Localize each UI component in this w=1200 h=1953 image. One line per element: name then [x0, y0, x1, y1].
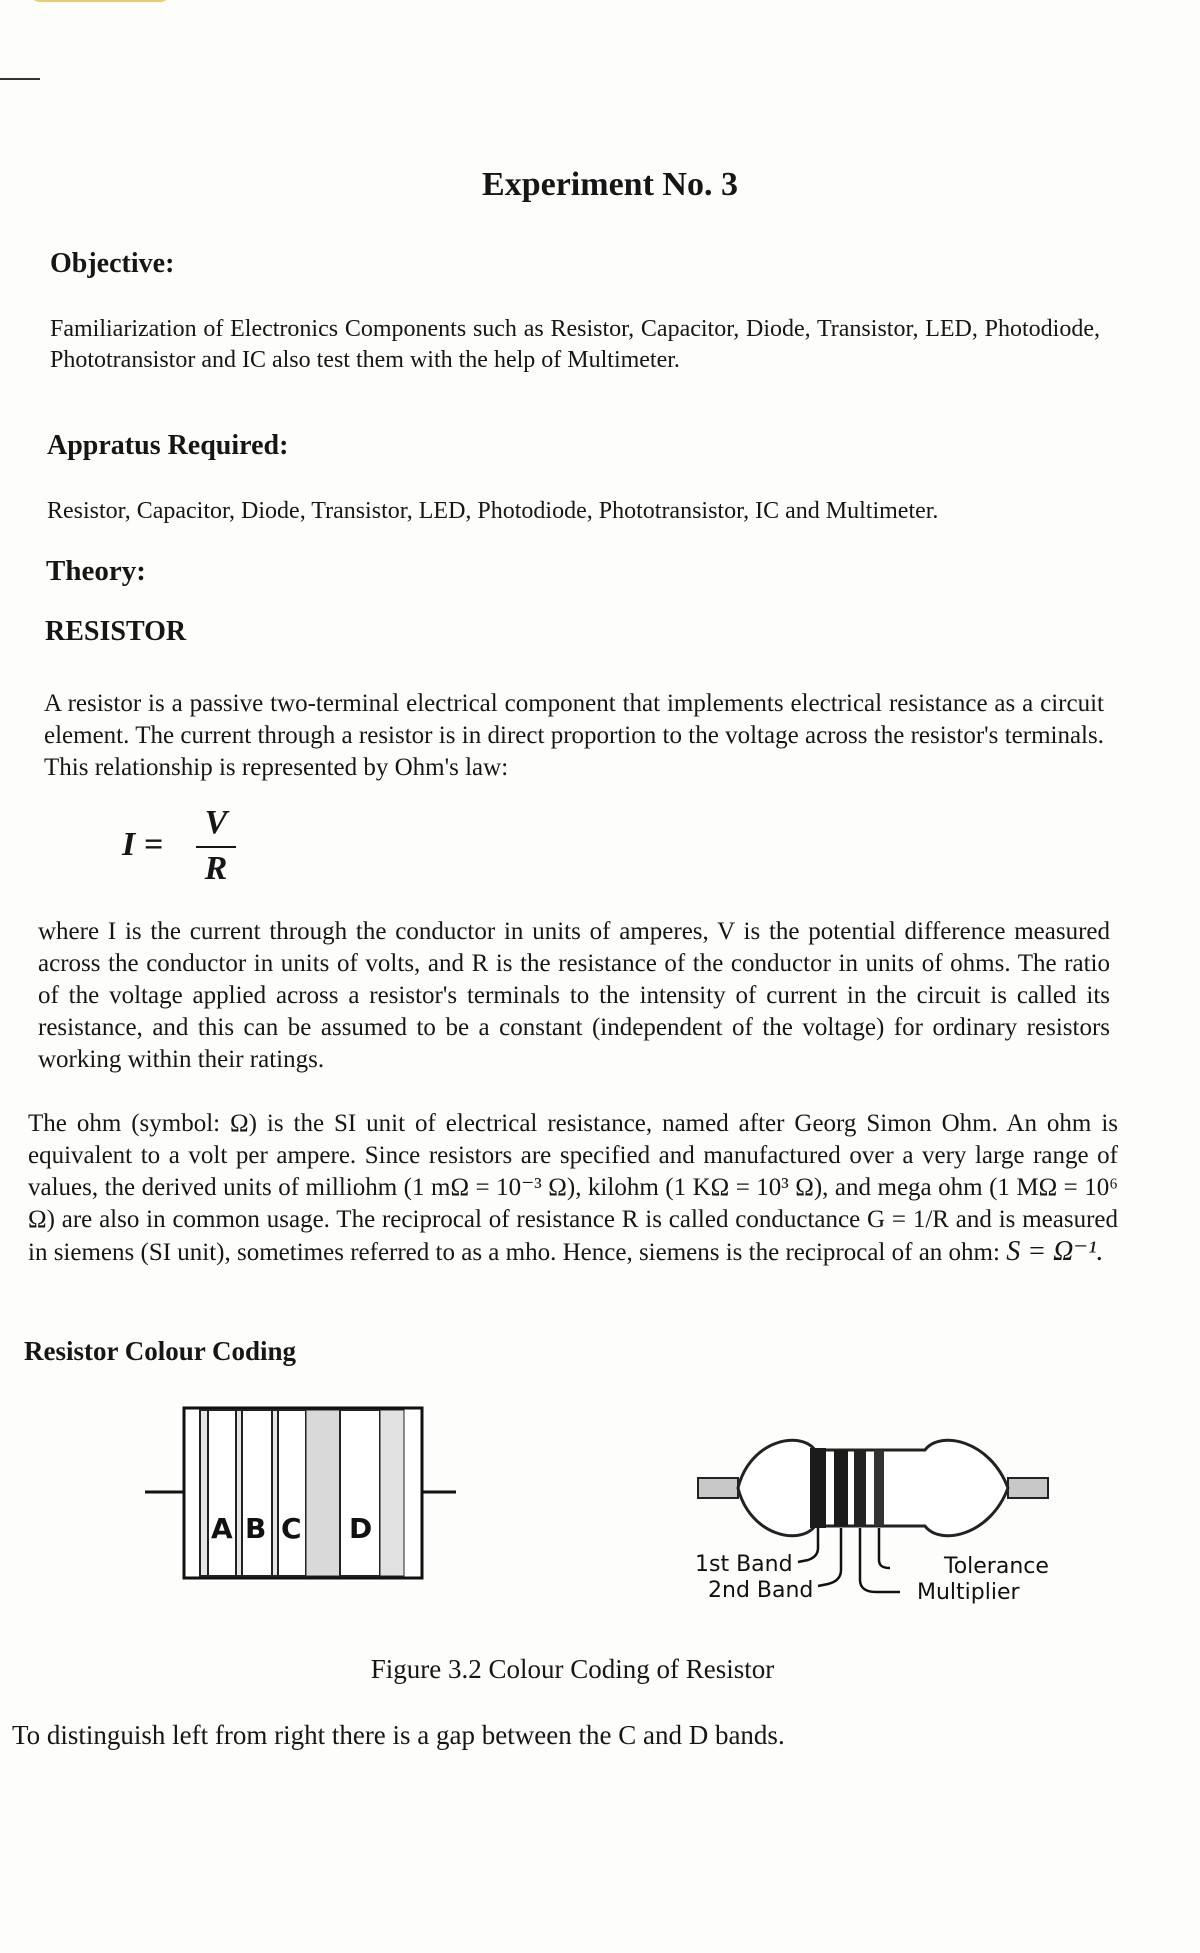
band-label-b: B	[245, 1512, 267, 1545]
scan-artifact-top	[30, 0, 170, 2]
formula-lhs: I =	[122, 826, 164, 863]
resistor-body-shape	[738, 1440, 1008, 1535]
formula-denominator: R	[204, 850, 228, 887]
label-tolerance: Tolerance	[944, 1554, 1049, 1579]
band-d	[340, 1410, 380, 1576]
formula-numerator: V	[204, 804, 228, 841]
gap-between-c-d	[306, 1410, 340, 1576]
figure-caption: Figure 3.2 Colour Coding of Resistor	[370, 1654, 775, 1684]
resistor-paragraph-3	[28, 1108, 1118, 1269]
objective-text: Familiarization of Electronics Components such as Resistor, Capacitor, Diode, Transistor, LED, Photodiode, Phototransistor and IC also test them with the help of Multimeter.	[50, 316, 1100, 373]
leader-band-2	[818, 1528, 841, 1586]
page-title: Experiment No. 3	[482, 166, 738, 203]
resistor-heading: RESISTOR	[45, 616, 187, 647]
objective-heading: Objective:	[50, 248, 175, 279]
band-1	[810, 1448, 826, 1528]
closing-text: To distinguish left from right there is a gap between the C and D bands.	[12, 1720, 785, 1750]
band-label-c: C	[281, 1512, 302, 1545]
label-multiplier: Multiplier	[917, 1580, 1020, 1605]
resistor-paragraph-2: where I is the current through the conductor in units of amperes, V is the potential difference measured across the conductor in units of volts, and R is the resistance of the conductor in units of ohms. The ratio of the voltage applied across a resistor's terminals to the intensity of current in the circuit is called its resistance, and this can be assumed to be a constant (independent of the voltage) for ordinary resistors working within their ratings.	[38, 918, 1110, 1073]
band-c	[278, 1410, 306, 1576]
right-terminal	[1008, 1478, 1048, 1498]
band-label-a: A	[211, 1512, 233, 1545]
band-b	[242, 1410, 272, 1576]
colour-coding-heading: Resistor Colour Coding	[24, 1336, 297, 1366]
label-1st-band: 1st Band	[695, 1552, 793, 1577]
ohms-law-formula	[118, 804, 258, 894]
scan-artifact-red-circle	[1130, 0, 1200, 82]
label-2nd-band: 2nd Band	[708, 1578, 814, 1603]
band-label-d: D	[349, 1512, 373, 1545]
formula-fraction-bar	[196, 846, 236, 848]
left-terminal	[698, 1478, 738, 1498]
band-a-stripe-1	[200, 1410, 208, 1576]
paragraph-3-text: The ohm (symbol: Ω) is the SI unit of electrical resistance, named after Georg Simon Ohm. An ohm is equivalent to a volt per ampere. Since resistors are specified and manufactured over a very large range of values, the derived units of milliohm (1 mΩ = 10⁻³ Ω), kilohm (1 KΩ = 10³ Ω), and mega ohm (1 MΩ = 10⁶ Ω) are also in common usage. The reciprocal of resistance R is called conductance G = 1/R and is measured in siemens (SI unit), sometimes referred to as a mho. Hence, siemens is the reciprocal of an ohm:	[28, 1110, 1118, 1266]
apparatus-heading: Appratus Required:	[47, 430, 289, 461]
band-tolerance	[874, 1450, 884, 1526]
band-multiplier	[854, 1450, 866, 1526]
leader-tolerance	[879, 1528, 890, 1568]
theory-heading: Theory:	[46, 555, 146, 587]
band-a	[208, 1410, 236, 1576]
band-d-edge	[380, 1410, 404, 1576]
resistor-band-diagram	[140, 1400, 470, 1590]
scan-artifact-left-line	[0, 78, 40, 80]
resistor-paragraph-1: A resistor is a passive two-terminal electrical component that implements electrical resistance as a circuit element. The current through a resistor is in direct proportion to the voltage across the resistor's terminals. This relationship is represented by Ohm's law:	[44, 690, 1104, 781]
siemens-formula: S = Ω⁻¹.	[1006, 1236, 1104, 1267]
band-2	[834, 1450, 848, 1526]
apparatus-text: Resistor, Capacitor, Diode, Transistor, LED, Photodiode, Phototransistor, IC and Multimeter.	[47, 498, 939, 524]
